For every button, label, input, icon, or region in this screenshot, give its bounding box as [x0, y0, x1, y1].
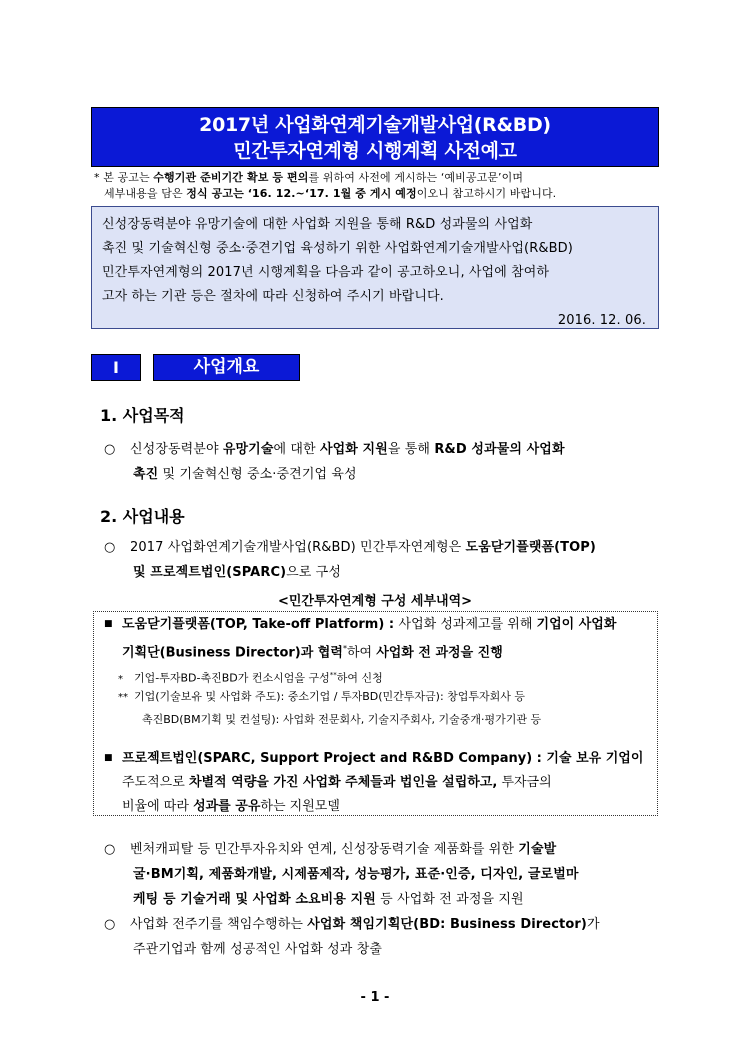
square-bullet-icon: ■ — [104, 619, 113, 629]
bold-text: 기술발 — [518, 842, 557, 857]
bold-text: 촉진 — [133, 467, 159, 482]
notice-text: 이오니 참고하시기 바랍니다. — [416, 187, 557, 200]
notice-bold: 정식 공고는 ‘16. 12.~‘17. 1월 중 게시 예정 — [186, 187, 417, 200]
summary-box — [91, 206, 659, 329]
section-title: 사업개요 — [153, 354, 300, 381]
bold-text: 유망기술 — [222, 442, 274, 457]
heading-content: 2. 사업내용 — [100, 507, 185, 526]
summary-date: 2016. 12. 06. — [557, 313, 646, 328]
bold-text: 기업이 사업화 — [536, 617, 617, 632]
box-item-top — [104, 612, 616, 665]
title-banner — [91, 107, 659, 167]
asterisk-icon: ** — [118, 692, 128, 703]
circle-bullet-icon: ○ — [104, 540, 116, 555]
circle-bullet-icon: ○ — [104, 842, 116, 857]
text: 촉진BD(BM기획 및 컨설팅): 사업화 전문회사, 기술지주회사, 기술중개·평가기관 등 — [142, 713, 542, 726]
box-sub-2 — [118, 686, 541, 731]
text: 투자금의 — [497, 775, 552, 790]
square-bullet-icon: ■ — [104, 753, 113, 763]
bd-paragraph — [104, 912, 600, 962]
summary-line: 촉진 및 기술혁신형 중소·중견기업 육성하기 위한 사업화연계기술개발사업(R&BD) — [102, 241, 573, 256]
title-line-1: 2017년 사업화연계기술개발사업(R&BD) — [199, 114, 551, 136]
bold-text: 도움닫기플랫폼(TOP, Take-off Platform) : — [122, 617, 399, 632]
footnote-mark: ** — [329, 671, 337, 679]
notice-text: 세부내용을 담은 — [104, 187, 187, 200]
text: 2017 사업화연계기술개발사업(R&BD) 민간투자연계형은 — [130, 540, 466, 555]
table-caption: <민간투자연계형 구성 세부내역> — [277, 594, 473, 609]
bold-text: 기획단(Business Director)과 협력 — [122, 645, 343, 661]
summary-line: 고자 하는 기관 등은 절차에 따라 신청하여 주시기 바랍니다. — [102, 289, 444, 304]
notice-line-1 — [94, 170, 523, 186]
text: 하여 신청 — [336, 671, 383, 685]
bold-text: 사업화 전 과정을 진행 — [376, 645, 503, 661]
bold-text: R&D 성과물의 사업화 — [434, 442, 565, 457]
box-item-sparc — [104, 746, 643, 819]
text: 기업(기술보유 및 사업화 주도): 중소기업 / 투자BD(민간투자금): 창업투자회사 등 — [134, 690, 526, 703]
text: 에 대한 — [273, 442, 320, 457]
bold-text: 차별적 역량을 가진 사업화 주체들과 법인을 설립하고, — [188, 775, 498, 790]
text: 비율에 따라 — [122, 799, 194, 814]
text: 을 통해 — [387, 442, 435, 457]
title-line-2: 민간투자연계형 시행계획 사전예고 — [233, 140, 517, 162]
bold-text: 케팅 등 기술거래 및 사업화 소요비용 지원 — [133, 892, 376, 907]
bold-text: 기술 보유 기업이 — [546, 751, 644, 766]
text: 및 기술혁신형 중소·중견기업 육성 — [158, 467, 357, 482]
circle-bullet-icon: ○ — [104, 917, 116, 932]
text: 하여 — [346, 645, 377, 661]
content-paragraph — [104, 535, 596, 585]
summary-line: 민간투자연계형의 2017년 시행계획을 다음과 같이 공고하오니, 사업에 참여하 — [102, 265, 550, 280]
text: 하는 지원모델 — [260, 799, 340, 814]
notice-text: 를 위하여 사전에 게시하는 ‘예비공고문’이며 — [308, 171, 524, 184]
text: 신성장동력분야 — [130, 442, 223, 457]
purpose-paragraph — [104, 437, 565, 487]
bold-text: 굴·BM기획, 제품화개발, 시제품제작, 성능평가, 표준·인증, 디자인, 글로벌마 — [133, 867, 579, 882]
asterisk-icon: * — [118, 673, 123, 685]
venture-paragraph — [104, 837, 579, 912]
text: 주도적으로 — [122, 775, 189, 790]
notice-text: * 본 공고는 — [94, 171, 154, 184]
text: 가 — [586, 917, 600, 932]
bold-text: 프로젝트법인(SPARC, Support Project and R&BD Company) : — [122, 751, 547, 766]
section-number: Ⅰ — [91, 354, 141, 381]
bold-text: 및 프로젝트법인(SPARC) — [133, 565, 287, 580]
summary-line: 신성장동력분야 유망기술에 대한 사업화 지원을 통해 R&D 성과물의 사업화 — [102, 217, 533, 232]
notice-bold: 수행기관 준비기간 확보 등 편의 — [153, 171, 309, 184]
bold-text: 성과를 공유 — [193, 799, 261, 814]
text: 기업-투자BD-촉진BD가 컨소시엄을 구성 — [134, 671, 330, 685]
bold-text: 도움닫기플랫폼(TOP) — [465, 540, 596, 555]
page-number: - 1 - — [360, 990, 390, 1005]
text: 벤처캐피탈 등 민간투자유치와 연계, 신성장동력기술 제품화를 위한 — [130, 842, 519, 857]
text: 사업화 전주기를 책임수행하는 — [130, 917, 308, 932]
text: 등 사업화 전 과정을 지원 — [375, 892, 524, 907]
footnote-mark: * — [342, 644, 347, 653]
notice-line-2 — [104, 186, 556, 202]
circle-bullet-icon: ○ — [104, 442, 116, 457]
text: 주관기업과 함께 성공적인 사업화 성과 창출 — [133, 942, 383, 957]
text: 으로 구성 — [286, 565, 341, 580]
heading-purpose: 1. 사업목적 — [100, 406, 185, 425]
bold-text: 사업화 책임기획단(BD: Business Director) — [307, 917, 587, 932]
bold-text: 사업화 지원 — [319, 442, 388, 457]
text: 사업화 성과제고를 위해 — [398, 617, 537, 632]
